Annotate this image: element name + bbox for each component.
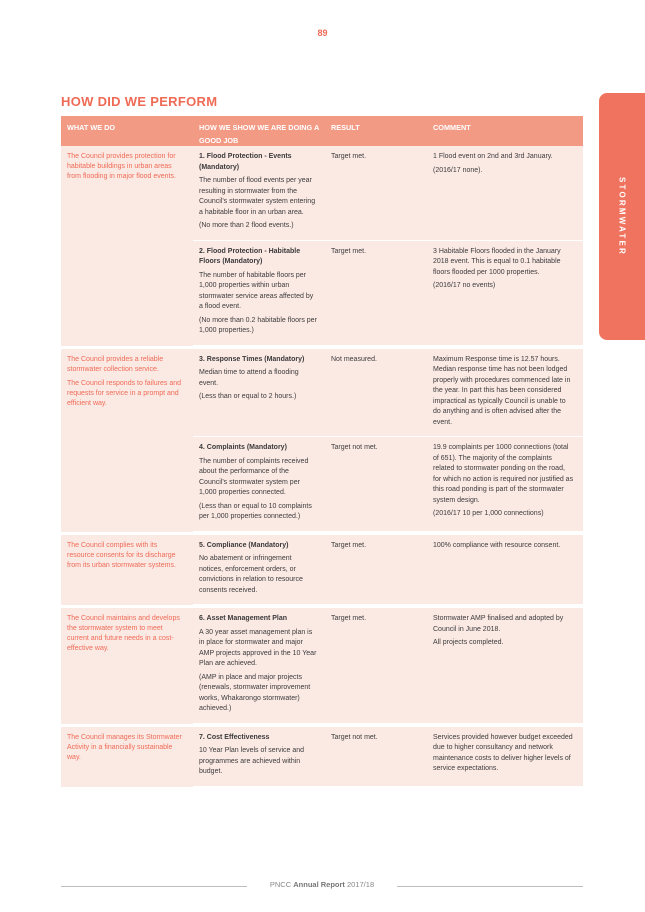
footer-text xyxy=(61,880,583,889)
measure-rows xyxy=(193,349,583,532)
comment-cell xyxy=(427,241,583,345)
measure-description: No abatement or infringement notices, enforcement orders, or convictions in relation to resource consents received. xyxy=(199,555,303,594)
measure-cell xyxy=(193,727,325,786)
what-we-do-text: The Council provides protection for habitable buildings in urban areas from flooding in major flood events. xyxy=(67,153,176,180)
table-row xyxy=(193,437,583,532)
comment-text: 100% compliance with resource consent. xyxy=(433,541,561,549)
header-result: RESULT xyxy=(331,123,360,132)
measure-cell xyxy=(193,349,325,437)
measure-description: The number of habitable floors per 1,000 properties within urban stormwater service areas affected by a flood event. xyxy=(199,271,314,310)
measure-rows xyxy=(193,727,583,787)
result-cell: Target met. xyxy=(331,615,367,622)
measure-rows xyxy=(193,535,583,606)
measure-description: (AMP in place and major projects (renewals, stormwater improvement works, Whakarongo stormwater) achieved.) xyxy=(199,673,311,712)
table-row xyxy=(193,608,583,724)
measure-cell xyxy=(193,535,325,605)
table-body xyxy=(61,146,583,790)
measure-title: 3. Response Times (Mandatory) xyxy=(199,355,305,363)
side-tab-label: STORMWATER xyxy=(617,176,627,257)
measure-cell xyxy=(193,608,325,723)
measure-rows xyxy=(193,146,583,346)
measure-cell xyxy=(193,241,325,345)
measure-title: 6. Asset Management Plan xyxy=(199,615,288,622)
comment-text: Stormwater AMP finalised and adopted by Council in June 2018. xyxy=(433,615,564,633)
table-row-group xyxy=(61,146,583,349)
measure-title: 7. Cost Effectiveness xyxy=(199,733,270,741)
result-cell: Target not met. xyxy=(331,444,378,451)
what-we-do-cell xyxy=(61,349,193,532)
section-heading: HOW DID WE PERFORM xyxy=(61,94,218,109)
what-we-do-cell xyxy=(61,535,193,606)
header-what-we-do: WHAT WE DO xyxy=(67,123,116,132)
result-cell: Target met. xyxy=(331,541,367,549)
measure-description: (No more than 2 flood events.) xyxy=(199,222,294,229)
what-we-do-cell xyxy=(61,608,193,724)
footer-report-title: Annual Report xyxy=(293,880,345,889)
measure-description: A 30 year asset management plan is in place for stormwater and major AMP projects approved in the 10 Year Plan are achieved. xyxy=(199,628,317,667)
what-we-do-text: The Council complies with its resource consents for its discharge from its urban stormwater systems. xyxy=(67,541,176,569)
page-footer xyxy=(61,880,583,894)
measure-description: 10 Year Plan levels of service and programmes are achieved within budget. xyxy=(199,747,305,775)
measure-title: 2. Flood Protection - Habitable Floors (Mandatory) xyxy=(199,247,301,265)
comment-cell xyxy=(427,437,583,531)
measure-cell xyxy=(193,146,325,240)
measure-description: (Less than or equal to 10 complaints per 1,000 properties connected.) xyxy=(199,502,312,520)
what-we-do-cell xyxy=(61,727,193,787)
table-row xyxy=(193,241,583,346)
comment-text: Maximum Response time is 12.57 hours. Median response time has not been lodged properly with procedures commenced late in the year. In part this has been considered impractical as typically Council is unable to do anything and is often advised after the event. xyxy=(433,355,571,426)
table-row xyxy=(193,349,583,438)
table-row xyxy=(193,727,583,787)
what-we-do-text: The Council maintains and develops the stormwater system to meet current and future needs in a cost-effective way. xyxy=(67,615,180,652)
header-how-we-show: HOW WE SHOW WE ARE DOING A GOOD JOB xyxy=(199,123,319,145)
performance-table xyxy=(61,116,583,790)
measure-description: (No more than 0.2 habitable floors per 1,000 properties.) xyxy=(199,316,317,334)
comment-cell xyxy=(427,535,583,605)
table-header-row xyxy=(61,116,583,146)
comment-text: (2016/17 none). xyxy=(433,166,483,174)
comment-cell xyxy=(427,146,583,240)
comment-cell xyxy=(427,608,583,723)
comment-text: All projects completed. xyxy=(433,639,504,646)
footer-divider-right xyxy=(397,886,583,887)
measure-description: Median time to attend a flooding event. xyxy=(199,369,299,387)
table-row-group xyxy=(61,608,583,727)
table-row xyxy=(193,535,583,606)
measure-title: 1. Flood Protection - Events (Mandatory) xyxy=(199,153,292,171)
table-row xyxy=(193,146,583,241)
measure-title: 5. Compliance (Mandatory) xyxy=(199,541,289,549)
what-we-do-text: The Council manages its Stormwater Activity in a financially sustainable way. xyxy=(67,733,182,761)
comment-text: (2016/17 10 per 1,000 connections) xyxy=(433,510,544,517)
measure-rows xyxy=(193,608,583,724)
footer-org: PNCC xyxy=(269,880,292,889)
comment-text: 19.9 complaints per 1000 connections (total of 651). The majority of the complaints related to stormwater ponding on the road, for which no action is required nor justified as this road ponding is part of the stormwater system design. xyxy=(433,444,574,504)
table-row-group xyxy=(61,349,583,535)
what-we-do-text: The Council provides a reliable stormwater collection service. xyxy=(67,355,164,373)
table-row-group xyxy=(61,727,583,790)
comment-cell xyxy=(427,349,583,437)
page-number: 89 xyxy=(317,28,328,38)
measure-description: The number of flood events per year resulting in stormwater from the Council's stormwater system entering a habitable floor in an urban area. xyxy=(199,177,316,216)
header-comment: COMMENT xyxy=(433,123,471,132)
footer-year: 2017/18 xyxy=(347,880,375,889)
comment-text: 1 Flood event on 2nd and 3rd January. xyxy=(433,153,553,160)
result-cell: Target met. xyxy=(331,247,367,255)
result-cell: Target met. xyxy=(331,153,367,160)
table-row-group xyxy=(61,535,583,609)
what-we-do-text: The Council responds to failures and requests for service in a prompt and efficient way. xyxy=(67,379,182,407)
side-tab-label-wrapper xyxy=(599,93,645,340)
measure-description: The number of complaints received about the performance of the Council's stormwater system per 1,000 properties connected. xyxy=(199,457,309,496)
result-cell: Not measured. xyxy=(331,355,377,363)
result-cell: Target not met. xyxy=(331,733,378,741)
measure-title: 4. Complaints (Mandatory) xyxy=(199,444,287,451)
comment-text: Services provided however budget exceeded due to higher consultancy and network maintenance costs to deliver higher levels of service expectations. xyxy=(433,733,573,772)
comment-text: 3 Habitable Floors flooded in the January 2018 event. This is equal to 0.1 habitable floors flooded per 1000 properties. xyxy=(433,247,561,276)
measure-cell xyxy=(193,437,325,531)
measure-description: (Less than or equal to 2 hours.) xyxy=(199,393,297,400)
comment-text: (2016/17 no events) xyxy=(433,282,496,289)
comment-cell xyxy=(427,727,583,786)
what-we-do-cell xyxy=(61,146,193,346)
